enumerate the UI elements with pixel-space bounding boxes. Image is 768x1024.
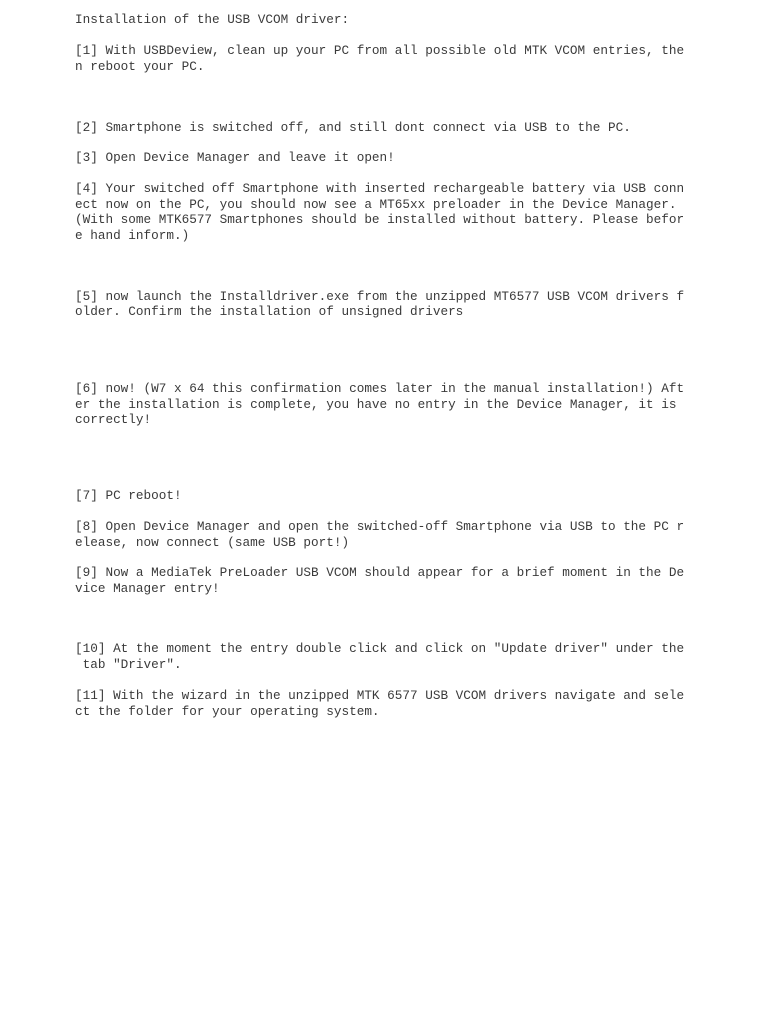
step-8-line-2: elease, now connect (same USB port!)	[75, 535, 350, 550]
step-5-line-2: older. Confirm the installation of unsigned drivers	[75, 304, 464, 319]
document-title: Installation of the USB VCOM driver:	[75, 12, 350, 27]
step-6-line-2: er the installation is complete, you have no entry in the Device Manager, it is	[75, 397, 677, 412]
step-9-line-2: vice Manager entry!	[75, 581, 220, 596]
step-4-line-1: [4] Your switched off Smartphone with inserted rechargeable battery via USB conn	[75, 181, 685, 196]
step-6-line-1: [6] now! (W7 x 64 this confirmation comes later in the manual installation!) Aft	[75, 381, 685, 396]
step-10-line-2: tab "Driver".	[75, 657, 182, 672]
step-6-line-3: correctly!	[75, 412, 152, 427]
step-4-line-3: (With some MTK6577 Smartphones should be installed without battery. Please befor	[75, 212, 685, 227]
step-4-line-2: ect now on the PC, you should now see a MT65xx preloader in the Device Manager.	[75, 197, 677, 212]
step-1-line-2: n reboot your PC.	[75, 59, 205, 74]
step-5-line-1: [5] now launch the Installdriver.exe from the unzipped MT6577 USB VCOM drivers f	[75, 289, 685, 304]
step-3-line-1: [3] Open Device Manager and leave it open!	[75, 150, 395, 165]
step-9-line-1: [9] Now a MediaTek PreLoader USB VCOM should appear for a brief moment in the De	[75, 565, 685, 580]
step-1-line-1: [1] With USBDeview, clean up your PC from all possible old MTK VCOM entries, the	[75, 43, 685, 58]
step-4-line-4: e hand inform.)	[75, 228, 190, 243]
step-2-line-1: [2] Smartphone is switched off, and still dont connect via USB to the PC.	[75, 120, 631, 135]
step-7-line-1: [7] PC reboot!	[75, 488, 182, 503]
step-10-line-1: [10] At the moment the entry double click and click on "Update driver" under the	[75, 641, 685, 656]
step-11-line-2: ct the folder for your operating system.	[75, 704, 380, 719]
step-8-line-1: [8] Open Device Manager and open the switched-off Smartphone via USB to the PC r	[75, 519, 685, 534]
step-11-line-1: [11] With the wizard in the unzipped MTK 6577 USB VCOM drivers navigate and sele	[75, 688, 685, 703]
